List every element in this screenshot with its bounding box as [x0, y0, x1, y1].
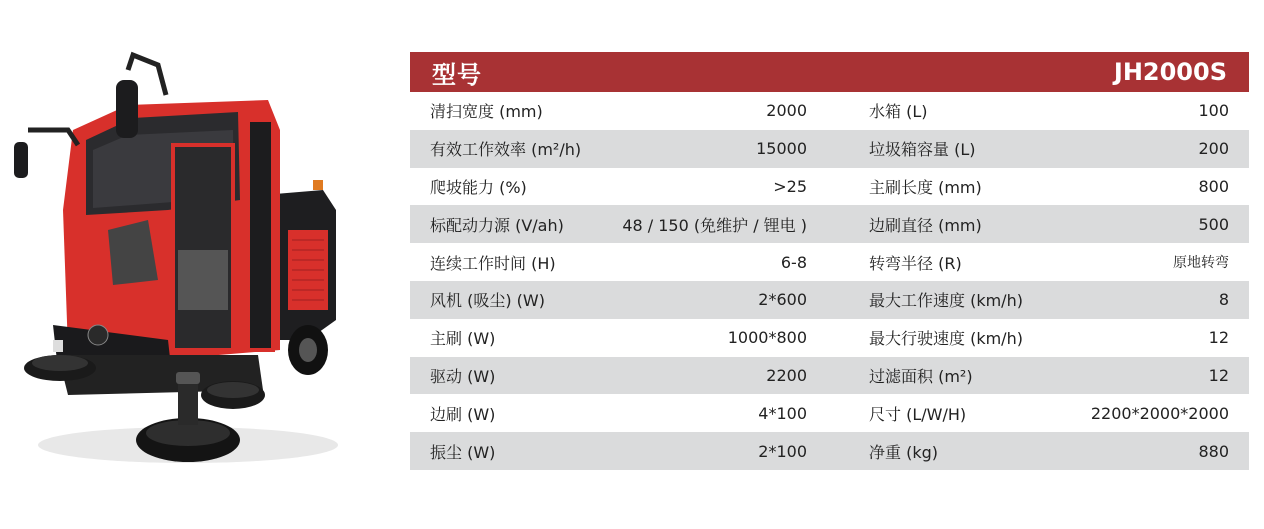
table-row — [410, 92, 1249, 130]
spec-label: 尺寸 (L/W/H) — [869, 404, 967, 424]
table-row — [410, 130, 1249, 168]
table-row — [410, 357, 1249, 395]
spec-value: 800 — [1198, 176, 1229, 196]
table-row — [410, 168, 1249, 206]
spec-label: 净重 (kg) — [869, 442, 938, 462]
model-number: JH2000S — [1113, 58, 1227, 86]
table-row — [410, 319, 1249, 357]
spec-value: 48 / 150 (免维护 / 锂电 ) — [622, 215, 807, 235]
table-header — [410, 52, 1249, 92]
spec-label: 转弯半径 (R) — [869, 253, 962, 273]
spec-label: 最大行驶速度 (km/h) — [869, 329, 1023, 349]
spec-value: 2000 — [766, 101, 807, 121]
spec-label: 标配动力源 (V/ah) — [430, 215, 564, 235]
spec-label: 过滤面积 (m²) — [869, 366, 973, 386]
spec-label: 边刷 (W) — [430, 404, 496, 424]
spec-label: 连续工作时间 (H) — [430, 253, 556, 273]
spec-value: 880 — [1198, 441, 1229, 461]
spec-label: 主刷 (W) — [430, 329, 496, 349]
spec-value: 2*100 — [758, 441, 807, 461]
spec-label: 最大工作速度 (km/h) — [869, 291, 1023, 311]
spec-value: 1000*800 — [727, 328, 807, 348]
spec-label: 主刷长度 (mm) — [869, 177, 982, 197]
spec-value: 8 — [1218, 290, 1229, 310]
spec-label: 清扫宽度 (mm) — [430, 102, 543, 122]
spec-label: 爬坡能力 (%) — [430, 177, 527, 197]
spec-label: 有效工作效率 (m²/h) — [430, 140, 582, 160]
table-row — [410, 394, 1249, 432]
spec-value: 15000 — [756, 139, 807, 159]
spec-value: 12 — [1208, 365, 1229, 385]
spec-label: 边刷直径 (mm) — [869, 215, 982, 235]
spec-label: 风机 (吸尘) (W) — [430, 291, 545, 311]
spec-label: 振尘 (W) — [430, 442, 496, 462]
sweeper-machine-icon — [8, 50, 348, 480]
spec-table — [410, 52, 1249, 470]
spec-value: 100 — [1198, 101, 1229, 121]
spec-value: 2200 — [766, 365, 807, 385]
table-row — [410, 432, 1249, 470]
spec-value: 500 — [1198, 214, 1229, 234]
spec-value: >25 — [773, 176, 807, 196]
spec-rows — [410, 92, 1249, 470]
spec-value: 2*600 — [758, 290, 807, 310]
spec-value: 2200*2000*2000 — [1090, 403, 1229, 423]
spec-label: 垃圾箱容量 (L) — [869, 140, 976, 160]
table-row — [410, 205, 1249, 243]
spec-value: 12 — [1208, 328, 1229, 348]
spec-label: 驱动 (W) — [430, 366, 496, 386]
spec-value: 4*100 — [758, 403, 807, 423]
model-label: 型号 — [432, 60, 482, 89]
spec-value: 200 — [1198, 139, 1229, 159]
spec-value: 6-8 — [780, 252, 807, 272]
spec-label: 水箱 (L) — [869, 102, 928, 122]
spec-value: 原地转弯 — [1173, 255, 1229, 272]
table-row — [410, 281, 1249, 319]
table-row — [410, 243, 1249, 281]
